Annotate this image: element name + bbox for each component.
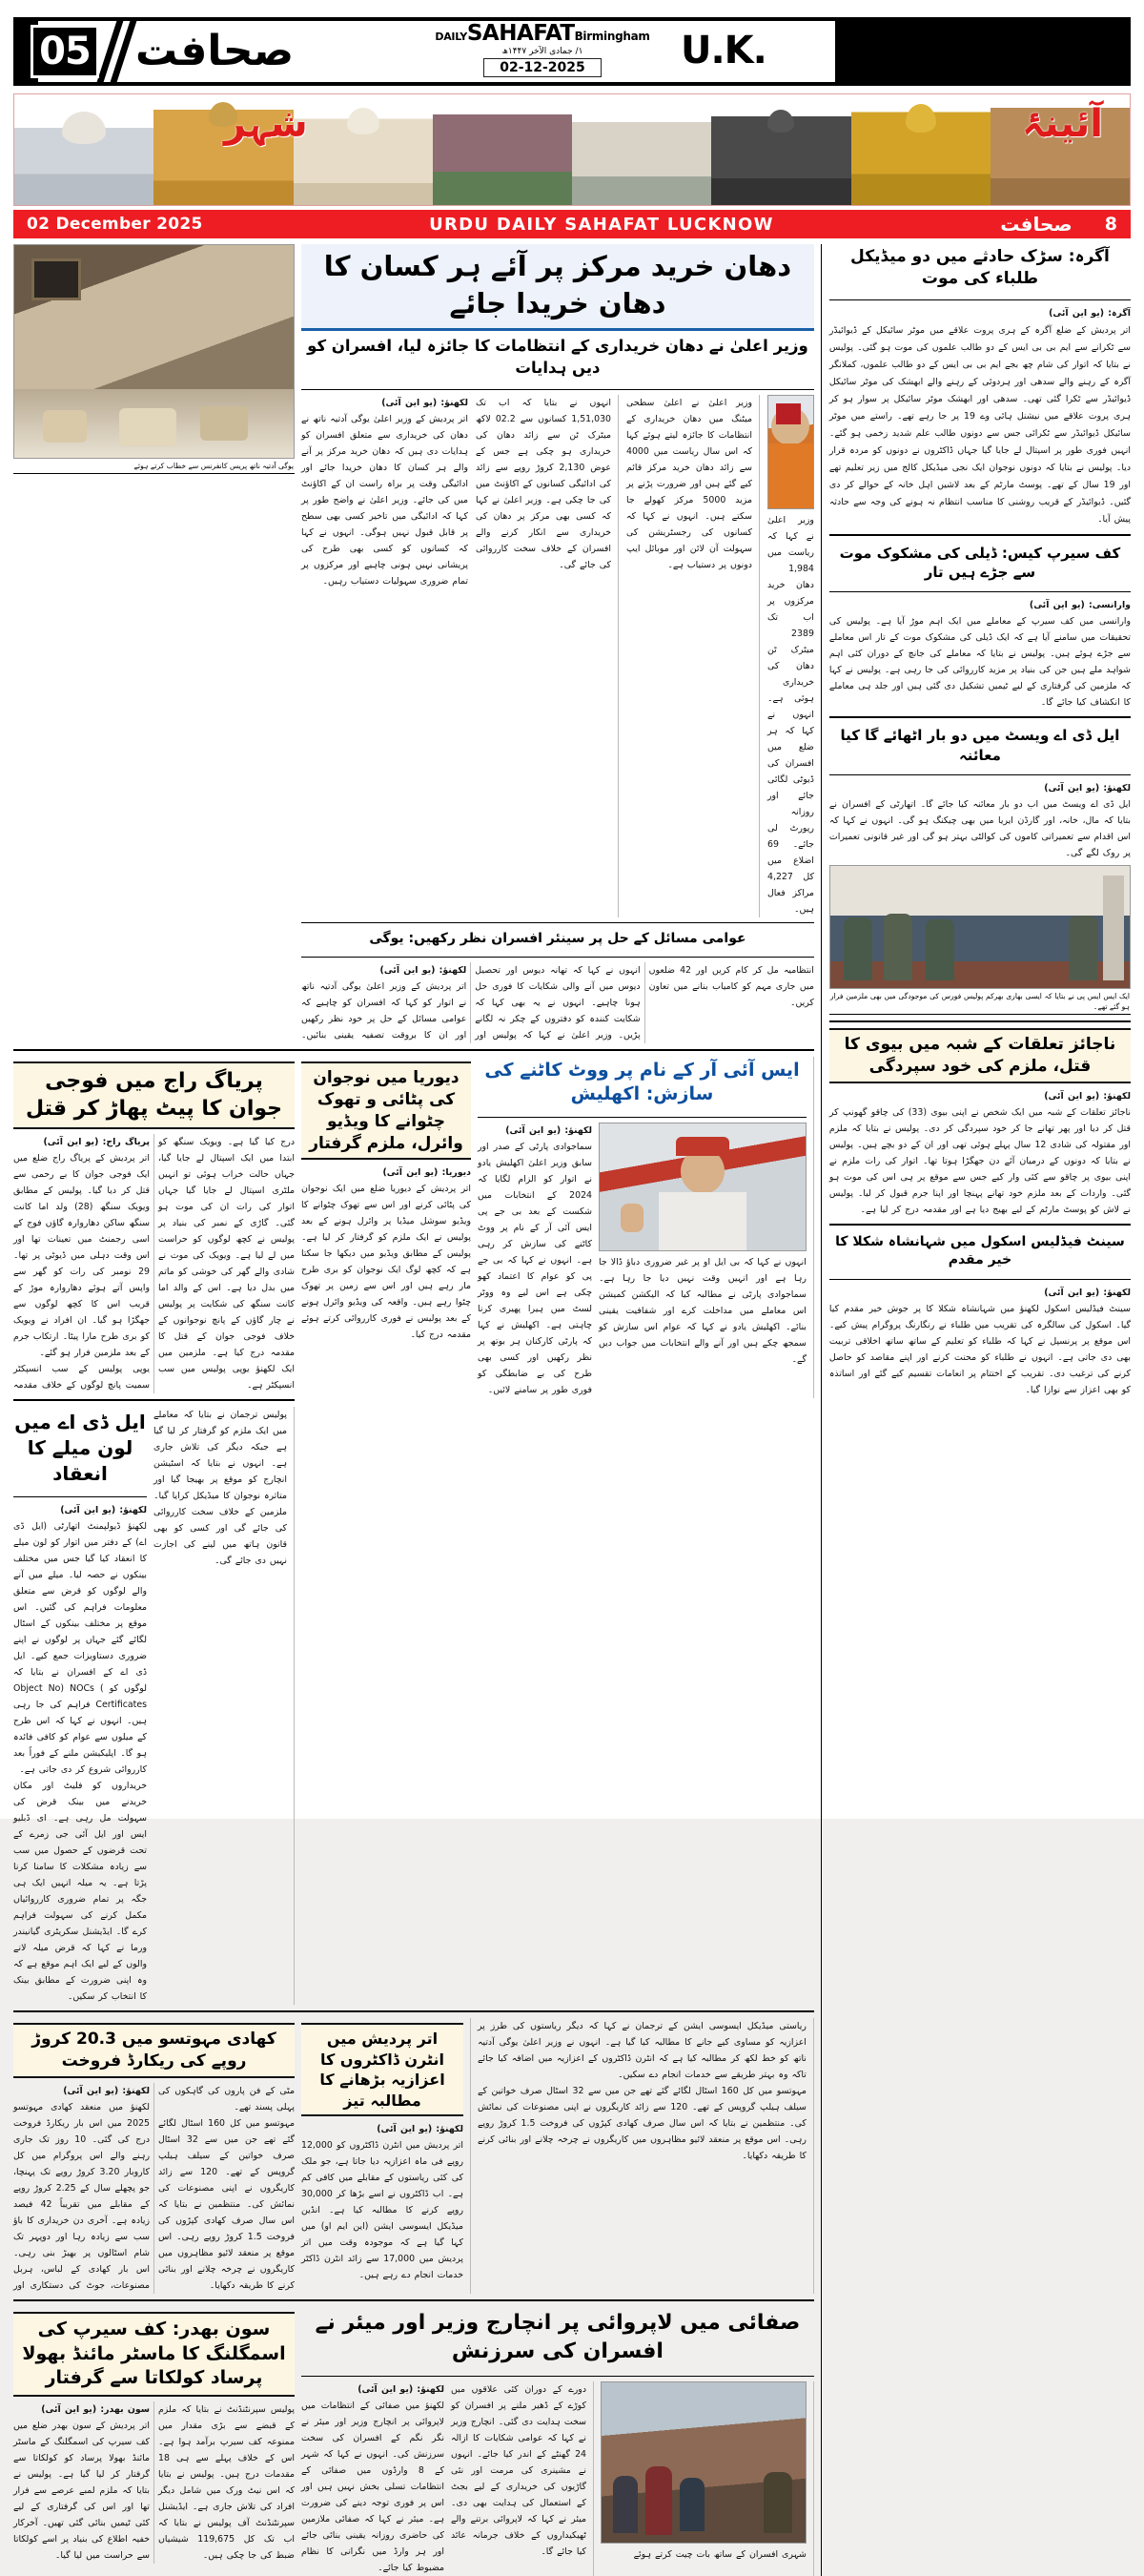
safai-dateline: لکھنؤ: (یو این آئی): [358, 2384, 444, 2396]
safai-col-c: [601, 2381, 814, 2576]
lead-sub-headline[interactable]: عوامی مسائل کے حل پر سینئر افسران نظر رکھیں: یوگی: [369, 930, 746, 946]
skyline-strip: [14, 94, 1130, 205]
school-body: سینٹ فیڈلیس اسکول لکھنؤ میں شہانشاہ شکلا کا پر جوش خیر مقدم کیا گیا۔ اسکول کی سالگرہ کی تقریب میں طلباء نے رنگارنگ پروگرام پیش کیے۔ اس موقع پر پرنسپل نے کہا کہ طلباء کو تعلیم کے ساتھ ساتھ اخلاقی تربیت بھی دی جاتی ہے۔ انہوں نے طلباء کو محنت کرنے اور اپنے مقاصد کو حاصل کرنے کی ترغیب دی۔ تقریب کے اختتام پر انعامات تقسیم کیے گئے اور اساتذہ کو بھی اعزاز سے نوازا گیا۔: [828, 1303, 1131, 1395]
cough-syrup-dateline: وارانسی: (یو این آئی): [1029, 600, 1131, 611]
lda-west-headline[interactable]: ایل ڈی اے ویسٹ میں دو بار اٹھائے گا کیا معائنہ: [840, 727, 1120, 764]
lead-dateline: لکھنؤ: (یو این آئی): [381, 397, 468, 408]
bottom-row: [13, 2307, 814, 2576]
crowd-photo: [601, 2381, 807, 2544]
lda-body-1: لکھنؤ ڈیولپمنٹ اتھارٹی (ایل ڈی اے) کے دفتر میں اتوار کو لون میلے کا انعقاد کیا گیا جس میں مختلف بینکوں نے حصہ لیا۔ میلے میں آنے والے لوگوں کو قرض سے متعلق معلومات فراہم کی گئیں۔ اس موقع پر مختلف بینکوں کے اسٹال لگائے گئے جہاں پر لوگوں نے اپنے ضروری دستاویزات جمع کیے۔ ایل ڈی اے کے افسران نے بتایا کہ لوگوں کو Object No) NOCs ( Certificates فراہم کی جا رہی ہیں۔ انہوں نے کہا کہ اس طرح کے میلوں سے عوام کو کافی فائدہ ہو گا۔ اپلیکیشن ملنے کے فوراً بعد کارروائی شروع کر دی جاتی ہے۔: [13, 1521, 147, 1776]
khadi-headline[interactable]: کھادی مہوتسو میں 20.3 کروڑ روپے کی ریکارڈ فروخت: [13, 2023, 295, 2078]
prayagraj-dateline: پریاگ راج: (یو این آئی): [43, 1137, 150, 1148]
deoria-block: [301, 1057, 471, 1398]
sone-bhadra-headline[interactable]: سون بھدر: کف سیرپ کی اسمگلنگ کا ماسٹر مائنڈ بھولا پرساد کولکاتا سے گرفتار: [13, 2312, 295, 2397]
banner-title-left: شہر: [224, 102, 308, 146]
khadi-body: [13, 2083, 295, 2294]
murder-dateline: لکھنؤ: (یو این آئی): [1044, 1090, 1131, 1102]
lead-col-b: [476, 395, 619, 917]
sir-block: [478, 1057, 814, 1398]
prayagraj-body: [13, 1134, 295, 1393]
safai-body-2: دورے کے دوران کئی علاقوں میں کوڑے کے ڈھیر ملنے پر افسران کو سخت ہدایت دی گئی۔ انچارج وزیر نے کہا کہ عوامی شکایات کا ازالہ 24 گھنٹے کے اندر کیا جائے۔ انہوں نے مشینری کی مرمت اور نئی گاڑیوں کی خریداری کے لیے بجٹ کے استعمال کی ہدایت بھی دی۔ میئر نے کہا کہ لاپروائی برتنے والے ٹھیکیداروں کے خلاف جرمانہ عائد کیا جائے گا۔: [451, 2384, 586, 2558]
interns-body-1: اتر پردیش میں انٹرن ڈاکٹروں کو 12,000 روپے فی ماہ اعزازیہ دیا جاتا ہے، جو ملک کی کئی ریاستوں کے مقابلے میں کافی کم ہے۔ اب ڈاکٹروں نے اسے بڑھا کر 30,000 روپے کرنے کا مطالبہ کیا ہے۔ انڈین میڈیکل ایسوسی ایشن (این ایم او) میں کہا گیا ہے کہ موجودہ وقت میں اتر پردیش میں 17,000 سے زائد انٹرن ڈاکٹر خدمات انجام دے رہے ہیں۔: [301, 2140, 463, 2281]
lda-block: [13, 1407, 147, 2005]
lead-headline[interactable]: دھان خرید مرکز پر آئے ہر کسان کا دھان خریدا جائے: [301, 244, 814, 331]
masthead-edition: U.K.: [681, 29, 766, 72]
date-bar-page: 8: [1104, 214, 1117, 235]
safai-col-a: [301, 2381, 444, 2576]
date-bar-urdu-mark: صحافت: [1000, 213, 1072, 236]
lda-body-2: خریداروں کو فلیٹ اور مکان خریدنے میں بینک قرض کی سہولت مل رہی ہے۔ ای ڈبلیو ایس اور ایل آئی جی زمرے کے تحت قرضوں کے حصول میں سب سے زیادہ مشکلات کا سامنا کرنا پڑتا ہے۔ یہ میلہ انہیں ایک ہی جگہ پر تمام ضروری کارروائیاں مکمل کرنے کی سہولت فراہم کرے گا۔ ایڈیشنل سکریٹری گیانیندر ورما نے کہا کہ قرض میلہ لانے والوں کے لیے ایک اہم موقع ہے کہ وہ اپنی ضرورت کے مطابق بینک کا انتخاب کر سکیں۔: [13, 1781, 147, 2003]
sir-body-1: سماجوادی پارٹی کے صدر اور سابق وزیر اعلیٰ اکھلیش یادو نے اتوار کو الزام لگایا کہ 2024 کے انتخابات میں شکست کے بعد بی جے پی ایس آئی آر کے نام پر ووٹ کاٹنے کی سازش کر رہی ہے۔ انہوں نے کہا کہ بی جے پی کو عوام کا اعتماد کھو چکی ہے اس لیے وہ ووٹر لسٹ میں ہیرا پھیری کرنا چاہتی ہے۔ اکھلیش نے کہا کہ پارٹی کارکنان ہر بوتھ پر نظر رکھیں اور کسی بھی طرح کی بے ضابطگی کو فوری طور پر سامنے لائیں۔: [478, 1141, 592, 1395]
agra-dateline: آگرہ: (یو این آئی): [1049, 307, 1131, 319]
safai-body-1: لکھنؤ میں صفائی کے انتظامات میں لاپروائی پر انچارج وزیر اور میئر نے نگر نگم کے افسران کی سخت سرزنش کی۔ انہوں نے کہا کہ شہر کے 8 وارڈوں میں صفائی کے انتظامات تسلی بخش نہیں ہیں اور اس پر فوری توجہ دینے کی ضرورت ہے۔ میئر نے کہا کہ صفائی ملازمین کی حاضری روزانہ یقینی بنائی جائے اور ہر وارڈ میں نگرانی کا نظام مضبوط کیا جائے۔: [301, 2401, 445, 2574]
left-subcolumn: [13, 1057, 295, 2005]
sir-body-2: انہوں نے کہا کہ بی ایل او پر غیر ضروری دباؤ ڈالا جا رہا ہے اور انہیں وقت نہیں دیا جا رہا ہے۔ سماجوادی پارٹی نے مطالبہ کیا کہ الیکشن کمیشن اس معاملے میں مداخلت کرے اور شفافیت یقینی بنائے۔ اکھلیش یادو نے کہا کہ عوام اس سازش کو سمجھ چکے ہیں اور آنے والے انتخابات میں جواب دیں گے۔: [599, 1256, 807, 1365]
masthead-hijri-date: ۱/ جمادی الآخر ۱۴۴۷ھ: [501, 47, 583, 56]
cough-syrup-body: وارانسی میں کف سیرپ کے معاملے میں ایک اہم موڑ آیا ہے۔ پولیس کی تحقیقات میں سامنے آیا ہے کہ ایک ڈیلی کی مشکوک موت کے تار اس معاملے سے جڑے ہوئے ہیں۔ پولیس نے بتایا کہ معاملے کی جانچ کے دوران کئی اہم شواہد ملے ہیں جن کی بنیاد پر مزید کارروائی کی جا رہی ہے۔ پولیس نے کہا کہ ملزمین کی گرفتاری کے لیے ٹیمیں تشکیل دی گئی ہیں اور جلد ہی معاملے کا انکشاف کیا جائے گا۔: [828, 616, 1131, 709]
cough-syrup-headline[interactable]: کف سیرپ کیس: ڈیلی کی مشکوک موت سے جڑے ہیں تار: [839, 544, 1121, 582]
khadi-block: [13, 2018, 295, 2294]
skyline-building: [851, 94, 991, 205]
lead-text-block: [301, 244, 814, 1043]
police-photo-caption: ایک ایس ایس پی نے بتایا کہ ایسی بھاری بھرکم پولیس فورس کی موجودگی میں بھی ملزمین فرار ہو گئے تھے۔: [829, 989, 1131, 1015]
safai-body-row: [301, 2381, 814, 2576]
prayagraj-body-1: اتر پردیش کے پریاگ راج ضلع میں ایک فوجی جوان کا بے رحمی سے قتل کر دیا گیا۔ پولیس کے مطابق ویویک سنگھ (28) ولد اما کانت سنگھ ساکن دھاروارہ گاؤں فوج کے اسی رجمنٹ میں تعینات تھا اور اس وقت دہلی میں ڈیوٹی پر تھا۔ 29 نومبر کی رات کو گھر سے واپس آتے ہوئے دھاروارہ موڑ کے قریب اس کا کچھ لوگوں سے جھگڑا ہو گیا۔ ان افراد نے ویویک کو بری طرح مارا پیٹا۔ ارتکاب جرم کے بعد ملزمین فرار ہو گئے۔: [13, 1153, 150, 1359]
khadi-body-2: مہوتسو میں کل 160 اسٹال لگائے گئے تھے جن میں سے 32 اسٹال صرف خواتین کے سیلف ہیلپ گروپس کے تھے۔ 120 سے زائد کاریگروں نے اپنی مصنوعات کی نمائش کی۔ منتظمین نے بتایا کہ اس سال صرف کھادی کپڑوں کی فروخت 1.5 کروڑ روپے رہی۔ اس موقع پر منعقد لائیو مظاہروں میں کاریگروں نے چرخہ چلانے اور بنائی کرنے کا طریقہ دکھایا۔: [158, 2117, 295, 2291]
masthead-right-panel: [835, 17, 1131, 86]
sir-body-row: [478, 1123, 807, 1398]
deoria-sir-row: [301, 1057, 814, 1398]
deoria-body: اتر پردیش کے دیوریا ضلع میں ایک نوجوان کی پٹائی کرنے اور اس سے تھوک چٹوانے کا ویڈیو سوشل میڈیا پر وائرل ہونے کے بعد پولیس نے ایک ملزم کو گرفتار کر لیا ہے۔ پولیس کے مطابق ویڈیو میں دیکھا جا سکتا ہے کہ کچھ لوگ ایک نوجوان کو بری طرح مار رہے ہیں اور اس سے زمین پر تھوک چٹوا رہے ہیں۔ واقعہ کی ویڈیو وائرل ہونے کے بعد پولیس نے فوری کارروائی کرتے ہوئے مقدمہ درج کیا۔: [301, 1184, 471, 1341]
skyline-building: [711, 94, 850, 205]
safai-col-b: [451, 2381, 594, 2576]
khadi-interns-row: [13, 2018, 814, 2294]
city-skyline-banner: [13, 93, 1131, 206]
date-bar-title: URDU DAILY SAHAFAT LUCKNOW: [429, 214, 774, 235]
lead-block: [13, 244, 814, 1043]
lda-headline[interactable]: ایل ڈی اے میں لون میلے کا انعقاد: [14, 1411, 146, 1486]
sir-col-a: [478, 1123, 592, 1398]
interns-dateline: لکھنؤ: (یو این آئی): [377, 2124, 463, 2135]
date-bar: [13, 210, 1131, 238]
meeting-photo: [13, 244, 295, 459]
khadi-body-1: لکھنؤ میں منعقد کھادی مہوتسو 2025 میں اس بار ریکارڈ فروخت درج کی گئی۔ 10 روز تک جاری رہنے والے اس پروگرام میں کل کاروبار 3.20 کروڑ روپے تک پہنچا، جو پچھلے سال کے 2.25 کروڑ روپے کے مقابلے میں تقریباً 42 فیصد زیادہ ہے۔ آخری دن خریداری کا باؤ سب سے زیادہ رہا اور دوپہر تک شام اسٹالوں پر بھیڑ بنی رہی۔ اس بار کھادی کے لباس، ہربل مصنوعات، جوٹ کی دستکاری اور مٹی کے فن پاروں کی گاہکوں کی پہلی پسند تھے۔: [13, 2085, 295, 2291]
sone-bhadra-block: [13, 2307, 295, 2576]
center-subcolumn: [301, 1057, 814, 2005]
school-headline[interactable]: سینٹ فیڈلیس اسکول میں شہانشاہ شکلا کا خیر مقدم: [835, 1233, 1125, 1267]
masthead-date-box: 02-12-2025: [483, 58, 602, 77]
khadi-dateline: لکھنؤ: (یو این آئی): [63, 2085, 150, 2096]
main-column: [13, 244, 814, 2576]
lead-col-c: [626, 395, 760, 917]
prayagraj-body-2: یوپی پولیس کے سب انسپکٹر سمیت پانچ لوگوں کے خلاف مقدمہ درج کیا گیا ہے۔ ویویک سنگھ کو ابتدا میں ایک اسپتال لے جایا گیا، جہاں حالت خراب ہوئی تو انہیں ملٹری اسپتال لے جایا گیا جہاں اتوار کی رات ان کی موت ہو گئی۔ گاڑی کے نمبر کی بنیاد پر پولیس نے کچھ لوگوں کو حراست میں لے لیا ہے۔ ویویک کی موت نے شادی والے گھر کی خوشی کو ماتم میں بدل دیا ہے۔ اس کے والد اما کانت سنگھ کی شکایت پر پولیس نے چار گاؤں کے پانچ نوجوانوں کے خلاف فوجی جوان کے قتل کا مقدمہ درج کیا ہے۔ ملزمین میں ایک لکھنؤ یوپی پولیس میں سب انسپکٹر ہے۔: [13, 1137, 295, 1391]
sir-headline[interactable]: ایس آئی آر کے نام پر ووٹ کاٹنے کی سازش: اکھلیش: [484, 1059, 800, 1105]
banner-title-right: آئینۂ: [1022, 102, 1103, 146]
lead-subhead: وزیر اعلیٰ نے دھان خریداری کے انتظامات کا جائزہ لیا، افسران کو دیں ہدایات: [307, 337, 808, 377]
interns-block: [301, 2018, 471, 2294]
deoria-left-runover: [153, 1407, 295, 2005]
lead-photo-block: [13, 244, 295, 1043]
interns-runover: [478, 2018, 814, 2294]
interns-headline[interactable]: اتر پردیش میں انٹرن ڈاکٹروں کا اعزازیہ بڑھانے کا مطالبہ تیز: [301, 2023, 463, 2116]
page-number-badge: 05: [31, 25, 99, 78]
murder-body: ناجائز تعلقات کے شبہ میں ایک شخص نے اپنی بیوی (33) کی چاقو گھونپ کر قتل کر دیا اور پھر تھانے جا کر خود سپردگی کر دی۔ پولیس نے بتایا کہ ملزم اور مقتولہ کی شادی 12 سال پہلے ہوئی تھی اور ان کے دو بچے ہیں۔ پولیس نے بتایا کہ دونوں کے درمیان آئے دن جھگڑا ہوتا تھا۔ اتوار کی رات ملزم نے اپنی بیوی پر چاقو سے کئی وار کیے جس سے موقع پر ہی اس کی موت ہو گئی۔ واردات کے بعد ملزم خود تھانے پہنچا اور اپنا جرم قبول کر لیا۔ پولیس نے لاش کو پوسٹ مارٹم کے لیے بھیج دیا ہے اور مقدمہ درج کر لیا ہے۔: [828, 1106, 1131, 1215]
masthead: [13, 17, 1131, 86]
date-bar-date: 02 December 2025: [27, 215, 203, 234]
sir-dateline: لکھنؤ: (یو این آئی): [505, 1124, 592, 1136]
deoria-headline[interactable]: دیوریا میں نوجوان کی پٹائی و تھوک چٹوانے کا ویڈیو وائرل، ملزم گرفتار: [301, 1061, 471, 1161]
sone-bhadra-body-2: پولیس سپرنٹنڈنٹ نے بتایا کہ ملزم کے قبضے سے بڑی مقدار میں ممنوعہ کف سیرپ برآمد ہوا ہے۔ اس کے خلاف پہلے سے ہی 18 مقدمات درج ہیں۔ پولیس نے بتایا کہ اس نیٹ ورک میں شامل دیگر افراد کی تلاش جاری ہے۔ ایڈیشنل سپرنٹنڈنٹ آف پولیس نے بتایا کہ اب تک کل 119,675 شیشیاں ضبط کی جا چکی ہیں۔: [158, 2403, 296, 2561]
lda-west-body: ایل ڈی اے ویسٹ میں اب دو بار معائنہ کیا جائے گا۔ اتھارٹی کے افسران نے بتایا کہ مال، خانہ، اور گارڈن ایریا میں بھی چیکنگ ہو گی۔ انہوں نے کہا کہ اس اقدام سے تعمیراتی کاموں کی کوالٹی بہتر ہو گی اور غیر قانونی تعمیرات پر روک لگے گی۔: [828, 798, 1131, 858]
masthead-sahafat-urdu: صحافت: [135, 27, 295, 75]
prayagraj-headline[interactable]: پریاگ راج میں فوجی جوان کا پیٹ پھاڑ کر قتل: [13, 1061, 295, 1129]
murder-headline[interactable]: ناجائز تعلقات کے شبہ میں بیوی کا قتل، ملزم کی خود سپردگی: [829, 1028, 1131, 1083]
date-bar-right: [1000, 213, 1117, 236]
masthead-paper-name: SAHAFAT: [466, 21, 575, 46]
masthead-center-block: [423, 21, 662, 77]
safai-photo-alt: شہری افسران کے ساتھ بات چیت کرتے ہوئے: [633, 2549, 807, 2561]
akhilesh-photo: [599, 1123, 807, 1251]
agra-headline[interactable]: آگرہ: سڑک حادثے میں دو میڈیکل طلباء کی موت: [850, 247, 1110, 288]
sone-bhadra-dateline: سون بھدر: (یو این آئی): [41, 2403, 150, 2415]
lead-body-1: اتر پردیش کے وزیر اعلیٰ یوگی آدتیہ ناتھ نے دھان کی خریداری سے متعلق افسران کو ہدایات دی ہیں کہ دھان خرید مرکز پر آنے والے ہر کسان کا دھان خریدا جائے اور ادائیگی وقت پر براہ راست ان کے اکاؤنٹ میں کی جائے۔ وزیر اعلیٰ نے واضح طور پر کہا کہ ادائیگی میں تاخیر کسی بھی سطح پر قابل قبول نہیں ہوگی۔ انہوں نے کہا کہ کسانوں کو کسی بھی طرح کی پریشانی نہیں ہونی چاہیے اور مرکزوں پر تمام ضروری سہولیات دستیاب رہیں۔: [301, 413, 468, 587]
lda-west-dateline: لکھنؤ: (یو این آئی): [1044, 782, 1131, 793]
lead-col-a: [301, 395, 468, 917]
police-photo: [829, 865, 1131, 989]
lda-dateline: لکھنؤ: (یو این آئی): [60, 1505, 147, 1516]
skyline-building: [572, 94, 711, 205]
second-row: [13, 1057, 814, 2005]
deoria-dateline: دیوریا: (یو این آئی): [382, 1167, 471, 1179]
lead-sub-body-cols: [301, 962, 814, 1043]
skyline-building: [14, 94, 153, 205]
sone-bhadra-body-1: اتر پردیش کے سون بھدر ضلع میں کف سیرپ کی اسمگلنگ کے ماسٹر مائنڈ بھولا پرساد کو کولکاتا سے گرفتار کر لیا گیا ہے۔ پولیس نے بتایا کہ ملزم لمبے عرصے سے فرار تھا اور اس کی گرفتاری کے لیے کئی ٹیمیں بنائی گئی تھیں۔ آخرکار خفیہ اطلاع کی بنیاد پر اسے کولکاتا سے حراست میں لیا گیا۔: [13, 2420, 150, 2561]
lead-sub-body: اتر پردیش کے وزیر اعلیٰ یوگی آدتیہ ناتھ نے اتوار کو کہا کہ افسران کو چاہیے کہ عوامی مسائل کے حل پر خود نظر رکھیں اور ان کا بروقت تصفیہ یقینی بنائیں۔ انہوں نے کہا کہ تھانہ دیوس اور تحصیل دیوس میں آنے والی شکایات کا فوری حل ہونا چاہیے۔ انہوں نے یہ بھی کہا کہ شکایت کنندہ کو دفتروں کے چکر نہ لگانے پڑیں۔ وزیر اعلیٰ نے کہا کہ پولیس اور انتظامیہ مل کر کام کریں اور 42 ضلعوں میں جاری مہم کو کامیاب بنانے میں تعاون کریں۔: [301, 964, 814, 1041]
deoria-runover-text: پولیس ترجمان نے بتایا کہ معاملے میں ایک ملزم کو گرفتار کر لیا گیا ہے جبکہ دیگر کی تلاش جاری ہے۔ انہوں نے بتایا کہ اسٹیشن انچارج کو موقع پر بھیجا گیا اور متاثرہ نوجوان کا میڈیکل کرایا گیا۔ ملزمین کے خلاف سخت کارروائی کی جائے گی اور کسی کو بھی قانون ہاتھ میں لینے کی اجازت نہیں دی جائے گی۔: [153, 1410, 287, 1567]
lead-body-4: وزیر اعلیٰ نے کہا کہ ریاست میں 1,984 دھان خرید مرکزوں پر اب تک 2389 میٹرک ٹن دھان کی خریداری ہوئی ہے۔ انہوں نے کہا کہ ہر ضلع میں افسران کی ڈیوٹی لگائی جائے اور روزانہ رپورٹ لی جائے۔ 69 اضلاع میں کل 4,227 مراکز فعال ہیں۔: [767, 514, 814, 915]
agra-body: اتر پردیش کے ضلع آگرہ کے ہری پروت علاقے میں موٹر سائیکل کے ڈیوائیڈر سے ٹکرانے سے ایم بی بی ایس کے دو طالب علموں کی موت ہو گئی۔ پولیس نے بتایا کہ اتوار کی شام چھ بجے ایم بی بی ایس کے دو طالب علموں، کملانگر آگرہ کے رہنے والے سدھی اور ہردوئی کے رہنے والے ابھشک کی موٹر سائیکل ڈیوائیڈر سے ٹکرا گئی تھی۔ سدھی اور ابھشک موٹر سائیکل پر سوار ہو کر ہری پروت علاقے میں نیشنل ہائی وے 19 پر جا رہے تھے۔ راستے میں موٹر سائیکل ڈیوائیڈر سے ٹکرائی جس سے دونوں طالب علم شدید زخمی ہو گئے۔ انہیں فوری طور پر اسپتال لے جایا گیا جہاں ڈاکٹروں نے دونوں کو مردہ قرار دیا۔ پولیس نے بتایا کہ دونوں نوجوان ایک نجی میڈیکل کالج میں زیر تعلیم تھے اور 19 سال کے تھے۔ پوسٹ مارٹم کے بعد لاشیں اہل خانہ کے حوالے کر دی گئیں۔ ڈیوائیڈر کے قریب روشنی کا مناسب انتظام نہ ہونے کی وجہ سے حادثہ پیش آیا۔: [828, 324, 1132, 525]
skyline-building: [294, 94, 433, 205]
masthead-city: Birmingham: [574, 30, 650, 43]
skyline-building: [433, 94, 572, 205]
masthead-title-line: [423, 21, 662, 46]
lead-body-2: وزیر اعلیٰ نے اعلیٰ سطحی میٹنگ میں دھان خریداری کے انتظامات کا جائزہ لیتے ہوئے کہا کہ اس سال ریاست میں 4000 سے زائد دھان خرید مرکز قائم کیے گئے ہیں اور ضرورت پڑنے پر مزید 5000 مرکز کھولے جا سکتے ہیں۔ انہوں نے کہا کہ کسانوں کی رجسٹریشن کی سہولت آن لائن اور موبائل ایپ دونوں پر دستیاب ہے۔: [626, 397, 752, 570]
sone-bhadra-body: [13, 2401, 295, 2564]
meeting-photo-caption: یوگی آدتیہ ناتھ پریس کانفرنس سے خطاب کرتے ہوئے: [13, 459, 295, 474]
lead-sub-dateline: لکھنؤ: (یو این آئی): [379, 964, 467, 976]
interns-body-2: ریاستی میڈیکل ایسوسی ایشن کے ترجمان نے کہا کہ دیگر ریاستوں کی طرز پر اعزازیہ کو مساوی کیے جانے کا مطالبہ کیا گیا ہے۔ انہوں نے وزیر اعلیٰ یوگی آدتیہ ناتھ کو خط لکھ کر مطالبہ کیا ہے کہ انٹرن ڈاکٹروں کے اعزازیہ میں اضافہ کیا جائے تاکہ وہ بہتر طریقے سے خدمات انجام دے سکیں۔: [478, 2021, 807, 2081]
yogi-photo: [767, 395, 814, 509]
lda-deoria-row: [13, 1407, 295, 2005]
sir-col-b: [599, 1123, 807, 1398]
lead-body-row: [301, 395, 814, 917]
lead-col-d: [767, 395, 814, 917]
right-column: [821, 244, 1131, 2576]
safai-headline[interactable]: صفائی میں لاپروائی پر انچارج وزیر اور میئر نے افسران کی سرزنش: [315, 2310, 801, 2363]
safai-block: [301, 2307, 814, 2576]
lead-body-3: انہوں نے بتایا کہ اب تک 1,51,030 کسانوں سے 02.2 لاکھ میٹرک ٹن سے زائد دھان کی خریداری ہو چکی ہے جس کے عوض 2,130 کروڑ روپے سے زائد کی ادائیگی کسانوں کے اکاؤنٹ میں کی جا چکی ہے۔ وزیر اعلیٰ نے کہا کہ کسی بھی مرکز پر دھان کی خریداری سے انکار کرنے والے افسران کے خلاف سخت کارروائی کی جائے گی۔: [476, 397, 612, 570]
khadi-extra: مہوتسو میں کل 160 اسٹال لگائے گئے تھے جن میں سے 32 اسٹال صرف خواتین کے سیلف ہیلپ گروپس کے تھے۔ 120 سے زائد کاریگروں نے اپنی مصنوعات کی نمائش کی۔ منتظمین نے بتایا کہ اس سال صرف کھادی کپڑوں کی فروخت 1.5 کروڑ روپے رہی۔ اس موقع پر منعقد لائیو مظاہروں میں کاریگروں نے چرخہ چلانے اور بنائی کرنے کا طریقہ دکھایا۔: [478, 2086, 807, 2162]
content-grid: [13, 244, 1131, 2576]
masthead-daily-label: DAILY: [435, 31, 467, 43]
school-dateline: لکھنؤ: (یو این آئی): [1044, 1287, 1131, 1298]
